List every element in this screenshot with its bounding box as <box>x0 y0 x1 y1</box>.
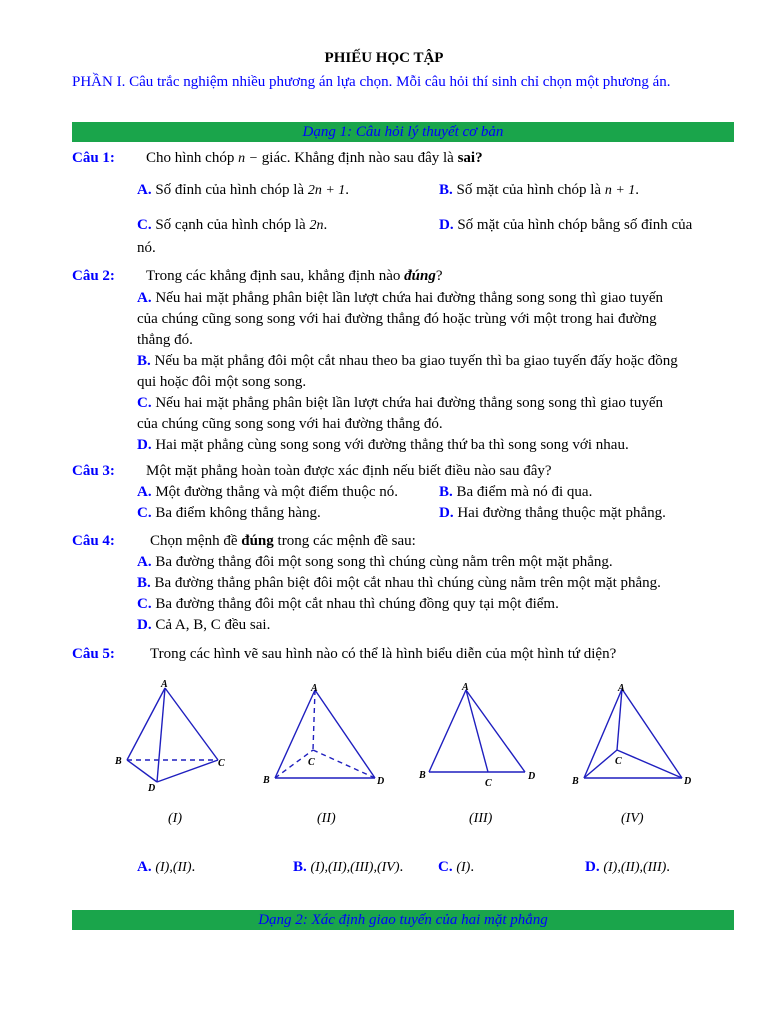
q3-option-d[interactable]: D. Hai đường thẳng thuộc mặt phẳng. <box>439 505 666 521</box>
q1-option-d-cont: nó. <box>137 240 156 256</box>
fig2-point-d: D <box>377 776 385 787</box>
fig2-caption: (II) <box>317 811 336 826</box>
question-5-label: Câu 5: <box>72 646 115 662</box>
fig3-point-b: B <box>419 770 426 781</box>
fig2-point-b: B <box>263 775 270 786</box>
question-4-label: Câu 4: <box>72 533 115 549</box>
section-intro: PHẦN I. Câu trắc nghiệm nhiều phương án lựa chọn. Mỗi câu hỏi thí sinh chỉ chọn một phương án. <box>72 74 671 90</box>
question-1-stem: Cho hình chóp n − giác. Khẳng định nào sau đây là sai? <box>146 150 483 166</box>
q2-option-b[interactable]: B. Nếu ba mặt phẳng đôi một cắt nhau theo ba giao tuyến thì ba giao tuyến đấy hoặc đồng qui hoặc đôi một song song. <box>137 353 678 390</box>
figure-3 <box>429 690 525 772</box>
q3-option-a[interactable]: A. Một đường thẳng và một điểm thuộc nó. <box>137 484 399 500</box>
q2-option-d[interactable]: D. Hai mặt phẳng cùng song song với đường thẳng thứ ba thì song song với nhau. <box>137 437 629 453</box>
question-1-label: Câu 1: <box>72 150 115 166</box>
fig3-point-c: C <box>485 778 492 789</box>
fig3-caption: (III) <box>469 811 493 826</box>
tetrahedron-figures <box>100 675 720 835</box>
fig1-caption: (I) <box>168 811 182 826</box>
figure-4 <box>584 689 682 778</box>
figure-2 <box>275 690 375 778</box>
fig1-point-d: D <box>148 783 156 794</box>
question-2-stem: Trong các khẳng định sau, khẳng định nào đúng? <box>146 268 443 284</box>
fig4-caption: (IV) <box>621 811 644 826</box>
question-3-stem: Một mặt phẳng hoàn toàn được xác định nếu biết điều nào sau đây? <box>146 463 552 479</box>
fig1-point-c: C <box>218 758 225 769</box>
q4-option-b[interactable]: B. Ba đường thẳng phân biệt đôi một cắt nhau thì chúng cùng nằm trên một mặt phẳng. <box>137 575 661 591</box>
q5-option-d[interactable]: D. (I),(II),(III). <box>585 859 671 875</box>
question-4-stem: Chọn mệnh đề đúng trong các mệnh đề sau: <box>150 533 416 549</box>
q4-option-c[interactable]: C. Ba đường thẳng đôi một cắt nhau thì chúng đồng quy tại một điểm. <box>137 596 559 612</box>
fig2-point-c: C <box>308 757 315 768</box>
question-3-label: Câu 3: <box>72 463 115 479</box>
fig4-point-a: A <box>618 683 625 694</box>
fig3-point-d: D <box>528 771 536 782</box>
fig4-point-c: C <box>615 756 622 767</box>
q1-option-c[interactable]: C. Số cạnh của hình chóp là 2n. <box>137 217 328 233</box>
q1-option-a[interactable]: A. Số đỉnh của hình chóp là 2n + 1. <box>137 182 350 198</box>
section-band-1: Dạng 1: Câu hỏi lý thuyết cơ bản <box>72 122 734 142</box>
fig4-point-d: D <box>684 776 692 787</box>
q3-option-c[interactable]: C. Ba điểm không thẳng hàng. <box>137 505 321 521</box>
fig2-point-a: A <box>311 683 318 694</box>
q5-option-c[interactable]: C. (I). <box>438 859 475 875</box>
figure-1 <box>127 688 218 782</box>
q4-option-a[interactable]: A. Ba đường thẳng đôi một song song thì chúng cùng nằm trên một mặt phẳng. <box>137 554 613 570</box>
section-band-2: Dạng 2: Xác định giao tuyến của hai mặt phẳng <box>72 910 734 930</box>
q5-option-a[interactable]: A. (I),(II). <box>137 859 196 875</box>
fig3-point-a: A <box>462 682 469 693</box>
q2-option-a[interactable]: A. Nếu hai mặt phẳng phân biệt lần lượt chứa hai đường thẳng song song thì giao tuyến của chúng cũng song song với hai đường thẳng đó hoặc trùng với một trong hai đường thẳng đó. <box>137 290 663 348</box>
question-2-label: Câu 2: <box>72 268 115 284</box>
q5-option-b[interactable]: B. (I),(II),(III),(IV). <box>293 859 404 875</box>
q1-option-d[interactable]: D. Số mặt của hình chóp bằng số đỉnh của <box>439 217 693 233</box>
fig1-point-a: A <box>161 679 168 690</box>
question-5-stem: Trong các hình vẽ sau hình nào có thể là hình biểu diễn của một hình tứ diện? <box>150 646 617 662</box>
fig4-point-b: B <box>572 776 579 787</box>
q2-option-c[interactable]: C. Nếu hai mặt phẳng phân biệt lần lượt chứa hai đường thẳng song song thì giao tuyến của chúng cũng song song với hai đường thẳng đó. <box>137 395 663 432</box>
q4-option-d[interactable]: D. Cả A, B, C đều sai. <box>137 617 271 633</box>
fig1-point-b: B <box>115 756 122 767</box>
page-title: PHIẾU HỌC TẬP <box>324 50 444 66</box>
q1-option-b[interactable]: B. Số mặt của hình chóp là n + 1. <box>439 182 640 198</box>
q3-option-b[interactable]: B. Ba điểm mà nó đi qua. <box>439 484 593 500</box>
